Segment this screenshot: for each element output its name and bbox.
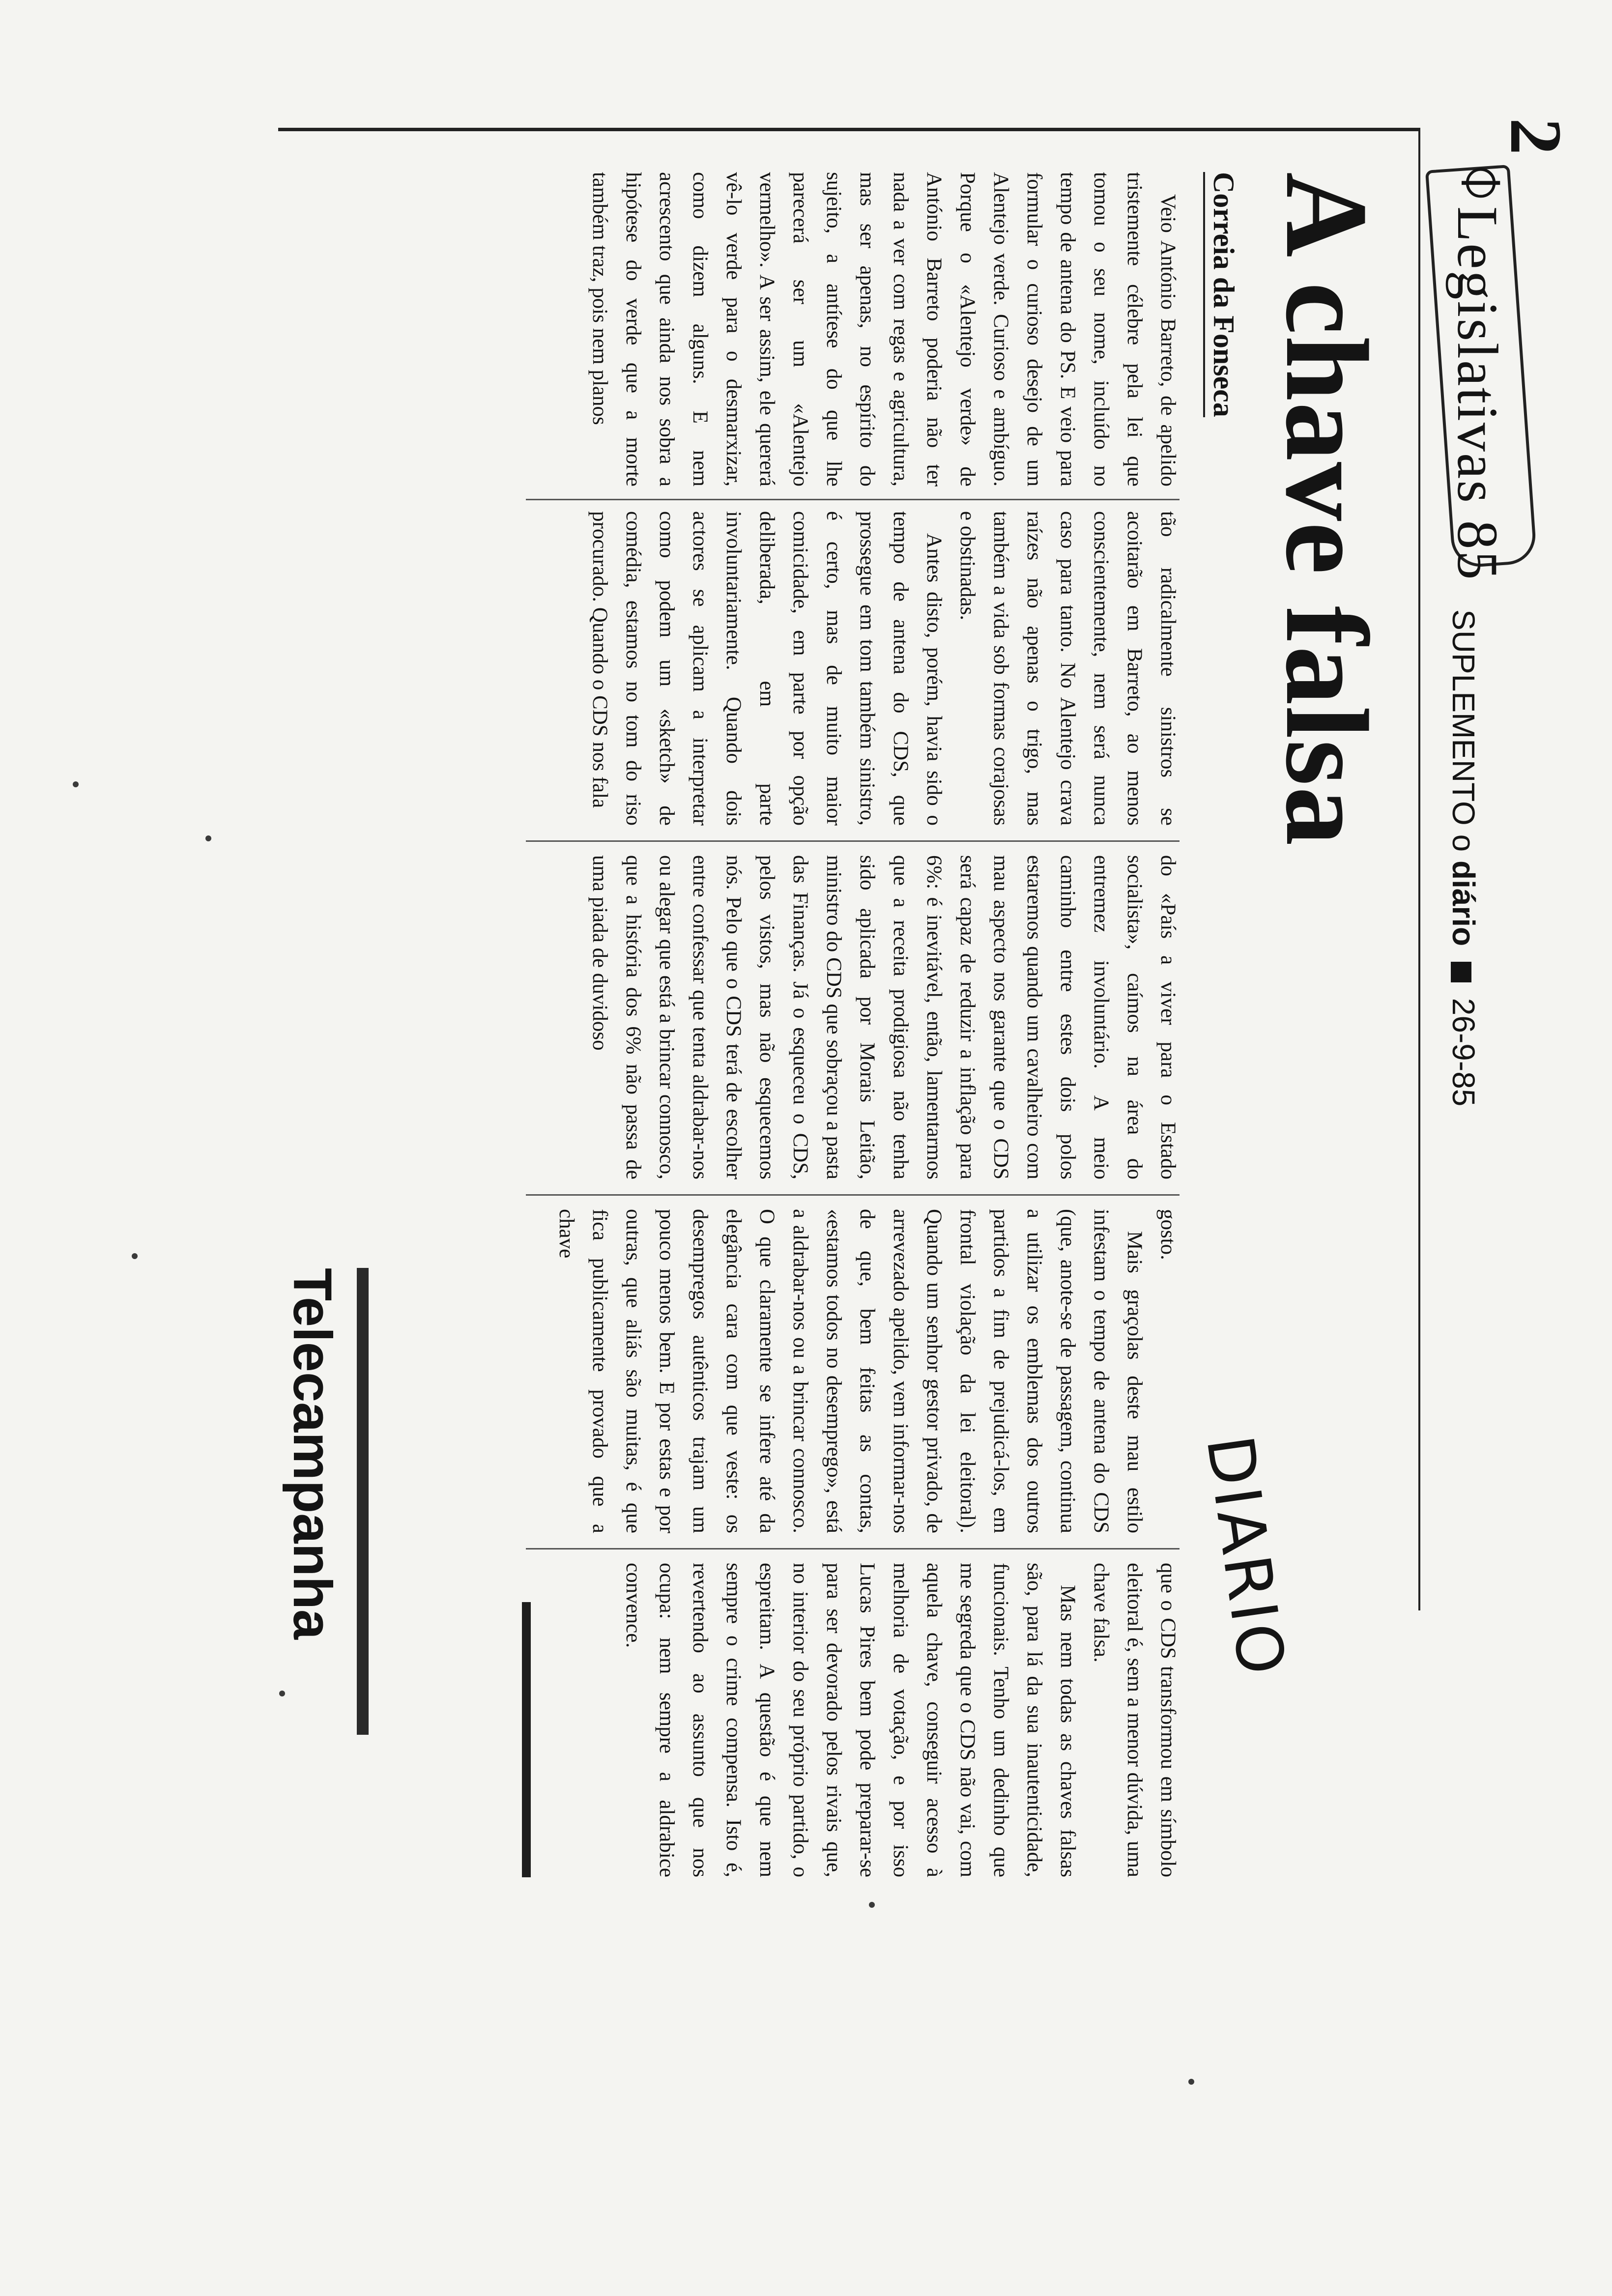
- column-text: Veio António Barreto, de apelido tristemente célebre pela lei que tomou o seu nome, incluído no tempo de antena do PS. E veio para formular o curioso desejo de um Alentejo verde. Curioso e ambíguo. Porque o «Alentejo verde» de António Barreto poderia não ter nada a ver com regas e agricultura, mas ser apenas, no espírito do sujeito, a antítese do que lhe parecerá ser um «Alentejo vermelho». A ser assim, ele quererá vê-lo verde para o desmarxizar, como dizem alguns. E nem acrescento que ainda nos sobra a hipótese do verde que a morte também traz, pois nem planos: [588, 172, 1180, 487]
- article-column: [516, 855, 1184, 1179]
- section-bar: [357, 1268, 369, 1735]
- handwritten-note: DIARIO: [1192, 1431, 1300, 1682]
- square-bullet-icon: [1451, 962, 1471, 982]
- column-text: Mais graçolas deste mau estilo infestam o tempo de antena do CDS (que, anote-se de passagem, continua a utilizar os emblemas dos outros partidos a fim de prejudicá-los, em frontal violação da lei eleitoral). Quando um senhor gestor privado, de arrevezado apelido, vem informar-nos de que, bem feitas as contas, «estamos todos no desemprego», está a aldrabar-nos ou a brincar connosco. O que claramente se infere até da elegância cara com que veste: os desempregos autênticos trajam um pouco menos bem. E por estas e por outras, que aliás são muitas, é que fica publicamente provado que a chave: [555, 1209, 1146, 1533]
- column-divider: [526, 1548, 1180, 1550]
- column-text: que o CDS transformou em símbolo eleitoral é, sem a menor dúvida, uma chave falsa.: [1090, 1563, 1180, 1877]
- scan-speck: [279, 1691, 285, 1696]
- article-column: [516, 1563, 1184, 1877]
- column-text: do «País a viver para o Estado socialista», caímos na área do entremez involuntário. A meio caminho entre estes dois polos estaremos quando um cavalheiro com mau aspecto nos garante que o CDS será capaz de reduzir a inflação para 6%: é inevitável, então, lamentarmos que a receita prodigiosa não tenha sido aplicada por Morais Leitão, ministro do CDS que sobraçou a pasta das Finanças. Já o esqueceu o CDS, pelos vistos, mas não esquecemos nós. Pelo que o CDS terá de escolher entre confessar que tenta aldrabar-nos ou alegar que está a brincar connosco, que a história dos 6% não passa de uma piada de duvidoso: [588, 855, 1180, 1179]
- supplement-line: [1448, 609, 1479, 1106]
- column-text: tão radicalmente sinistros se acoitarão em Barreto, ao menos conscientemente, nem será nunca caso para tanto. No Alentejo crava raízes não apenas o trigo, mas também a vida sob formas corajosas e obstinadas.: [956, 511, 1180, 826]
- headline: A chave falsa: [1262, 172, 1392, 847]
- supplement-label: SUPLEMENTO: [1446, 609, 1481, 826]
- article-column: [516, 172, 1184, 487]
- paper-prefix: o: [1446, 834, 1481, 852]
- column-text: Mas nem todas as chaves falsas são, para lá da sua inautenticidade, funcionais. Tenho um dedinho que me segreda que o CDS não vai, com aquela chave, conseguir acesso à melhoria de votação, e por isso Lucas Pires bem pode preparar-se para ser devorado pelos rivais que, no interior do seu próprio partido, o espreitam. A questão é que nem sempre o crime compensa. Isto é, revertendo ao assunto que nos ocupa: nem sempre a aldrabice convence.: [622, 1563, 1079, 1877]
- scan-speck: [73, 781, 79, 787]
- issue-date: 26-9-85: [1446, 998, 1481, 1107]
- section-head: Telecampanha: [282, 1268, 343, 1640]
- page-number: 2: [1495, 118, 1577, 155]
- paper-name: diário: [1446, 860, 1481, 947]
- column-divider: [526, 1194, 1180, 1196]
- scan-speck: [205, 835, 211, 841]
- column-divider: [526, 499, 1180, 500]
- article-column: [516, 511, 1184, 826]
- scan-speck: [1188, 2079, 1194, 2085]
- section-tab-label: Legislativas 85: [1445, 206, 1510, 581]
- column-text: gosto.: [1156, 1209, 1180, 1260]
- scan-speck: [132, 1253, 138, 1259]
- column-text: Antes disto, porém, havia sido o tempo de antena do CDS, que prossegue em tom também sinistro, é certo, mas de muito maior comicidade, em parte por opção deliberada, em parte involuntariamente. Quando dois actores se aplicam a interpretar como podem um «sketch» de comédia, estamos no tom do riso procurado. Quando o CDS nos fala: [588, 511, 946, 826]
- article-end-rule: [522, 1602, 531, 1877]
- scan-speck: [869, 1902, 875, 1908]
- byline: Correia da Fonseca: [1203, 172, 1238, 417]
- article-column: [516, 1209, 1184, 1533]
- column-divider: [526, 840, 1180, 842]
- section-tab-ornament-icon: ⌽: [1446, 162, 1523, 204]
